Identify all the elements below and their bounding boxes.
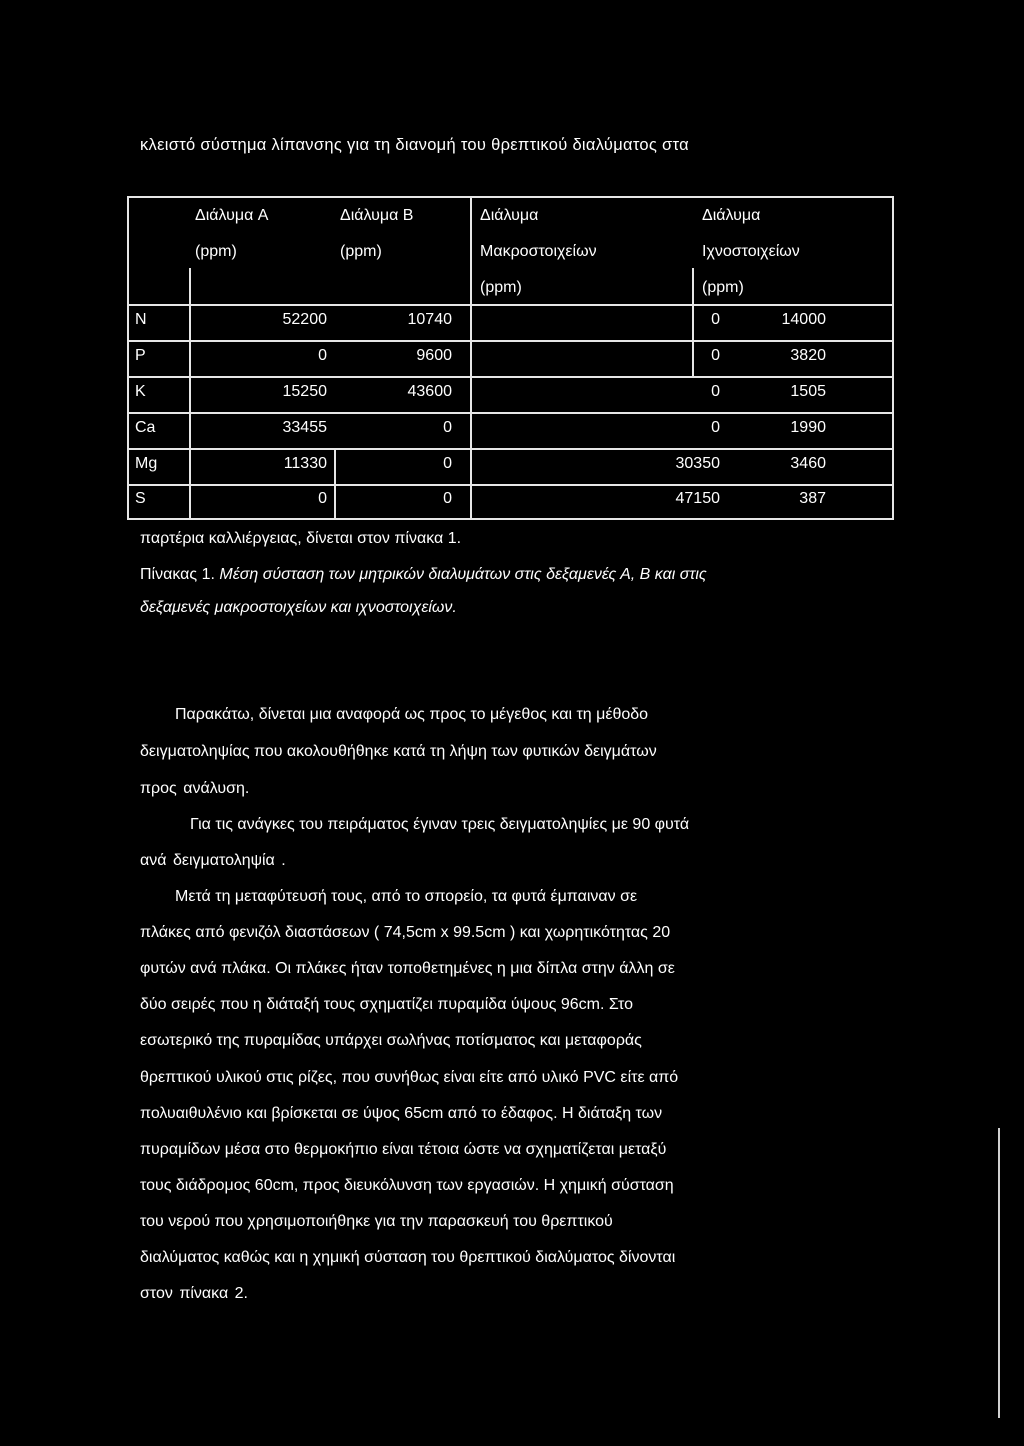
paragraph-line: ανά δειγματοληψία . [140,852,286,869]
caption-label: Πίνακας 1. [140,566,215,583]
row-element: N [135,311,147,328]
row-value-macro: 0 [711,347,720,364]
row-value-macro: 47150 [675,490,720,507]
scan-edge-line [998,1128,1000,1418]
row-element: K [135,383,146,400]
caption-text: Μέση σύσταση των μητρικών διαλυμάτων στις δεξαμενές Α, Β και στις [219,566,707,583]
row-value-macro: 30350 [675,455,720,472]
paragraph-line: του νερού που χρησιμοποιήθηκε για την παρασκευή του θρεπτικού [140,1213,613,1230]
table-col-divider [334,448,336,520]
row-value-a: 15250 [282,383,327,400]
row-value-b: 9600 [416,347,452,364]
table-border-right [892,196,894,520]
row-element: Mg [135,455,158,472]
row-value-micro: 3820 [790,347,826,364]
table-row-divider [127,412,894,414]
table-col-divider [470,196,472,520]
header-solution-b: Διάλυμα B (ppm) [340,207,414,260]
row-value-a: 11330 [283,455,327,472]
row-value-macro: 0 [711,419,720,436]
after-table-line: παρτέρια καλλιέργειας, δίνεται στον πίνακα 1. [140,530,462,547]
table-caption [140,566,707,584]
paragraph-line: πυραμίδων μέσα στο θερμοκήπιο είναι τέτοια ώστε να σχηματίζεται μεταξύ [140,1141,667,1158]
row-value-b: 0 [443,455,452,472]
paragraph-line: Για τις ανάγκες του πειράματος έγιναν τρεις δειγματοληψίες με 90 φυτά [190,816,690,833]
table-col-divider [189,268,191,520]
row-value-a: 33455 [282,419,327,436]
row-value-micro: 14000 [781,311,826,328]
row-value-b: 0 [443,490,452,507]
row-value-a: 0 [318,347,327,364]
caption-text-cont: δεξαμενές μακροστοιχείων και ιχνοστοιχείων. [140,599,457,616]
table-row-divider [127,340,894,342]
table-border-left [127,196,129,520]
paragraph-line: πολυαιθυλένιο και βρίσκεται σε ύψος 65cm από το έδαφος. Η διάταξη των [140,1105,663,1122]
table-row-divider [127,484,894,486]
paragraph-line: προς ανάλυση. [140,780,250,797]
paragraph-line: φυτών ανά πλάκα. Οι πλάκες ήταν τοποθετημένες η μια δίπλα στην άλλη σε [140,960,675,977]
row-element: S [135,490,146,507]
paragraph-line: στον πίνακα 2. [140,1285,248,1302]
row-value-macro: 0 [711,311,720,328]
row-value-a: 0 [318,490,327,507]
row-element: P [135,347,146,364]
paragraph-line: Παρακάτω, δίνεται μια αναφορά ως προς το μέγεθος και τη μέθοδο [175,706,649,723]
table-col-divider [692,268,694,376]
row-value-b: 43600 [407,383,452,400]
table-border-bottom [127,518,894,520]
row-value-b: 10740 [407,311,452,328]
row-value-micro: 387 [799,490,826,507]
paragraph-line: θρεπτικού υλικού στις ρίζες, που συνήθως είναι είτε από υλικό PVC είτε από [140,1069,679,1086]
row-value-a: 52200 [282,311,327,328]
paragraph-line: δειγματοληψίας που ακολουθήθηκε κατά τη λήψη των φυτικών δειγμάτων [140,743,657,760]
paragraph-line: δύο σειρές που η διάταξή τους σχηματίζει πυραμίδα ύψους 96cm. Στο [140,996,633,1013]
table-row-divider [127,448,894,450]
paragraph-line: τους διάδρομος 60cm, προς διευκόλυνση των εργασιών. Η χημική σύσταση [140,1177,674,1194]
header-macro-solution: Διάλυμα Μακροστοιχείων (ppm) [480,207,597,296]
row-element: Ca [135,419,156,436]
top-text-line: κλειστό σύστημα λίπανσης για τη διανομή του θρεπτικού διαλύματος στα [140,136,689,154]
solutions-table [127,196,894,522]
row-value-b: 0 [443,419,452,436]
table-row-divider [127,376,894,378]
row-value-micro: 1990 [790,419,826,436]
paragraph-line: εσωτερικό της πυραμίδας υπάρχει σωλήνας ποτίσματος και μεταφοράς [140,1032,642,1049]
row-value-micro: 1505 [790,383,826,400]
row-value-micro: 3460 [790,455,826,472]
paragraph-line: διαλύματος καθώς και η χημική σύσταση του θρεπτικού διαλύματος δίνονται [140,1249,676,1266]
header-solution-a: Διάλυμα A (ppm) [195,207,269,260]
paragraph-line: πλάκες από φενιζόλ διαστάσεων ( 74,5cm x 99.5cm ) και χωρητικότητας 20 [140,924,671,941]
paragraph-line: Μετά τη μεταφύτευσή τους, από το σπορείο, τα φυτά έμπαιναν σε [175,888,638,905]
row-value-macro: 0 [711,383,720,400]
header-micro-solution: Διάλυμα Ιχνοστοιχείων (ppm) [702,207,800,296]
